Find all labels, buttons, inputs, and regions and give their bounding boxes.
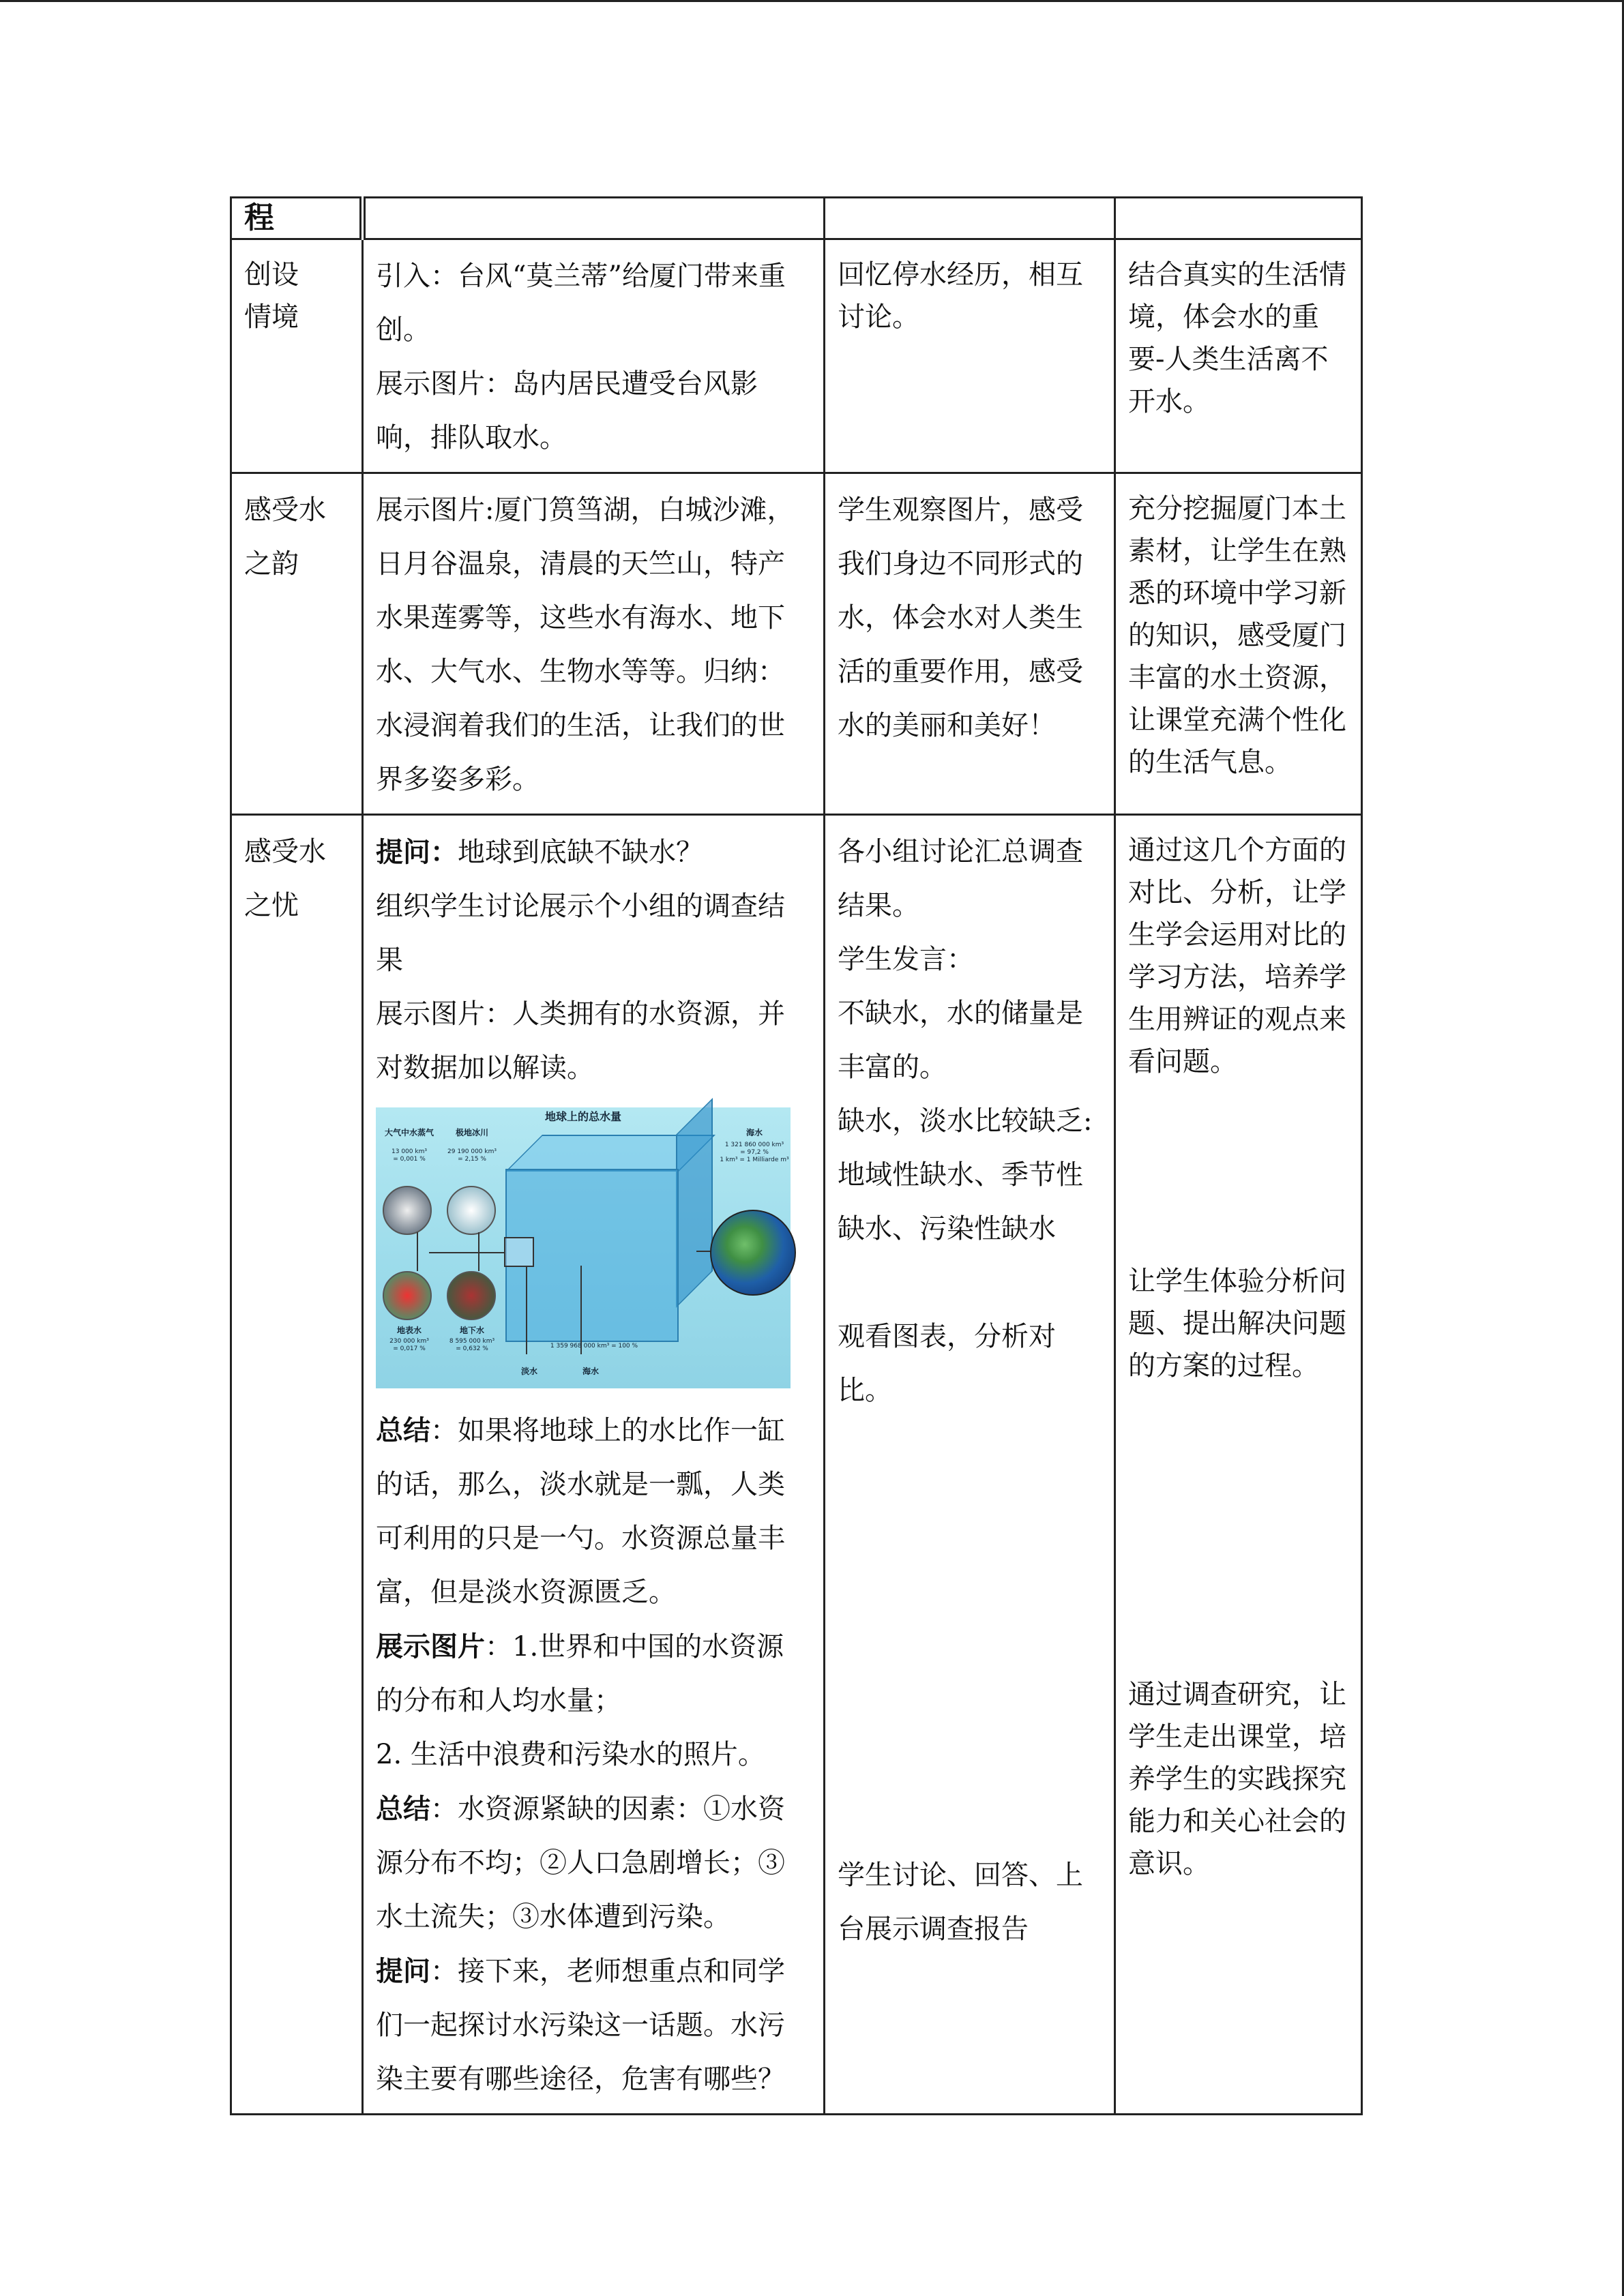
teacher-text: 引入：台风“莫兰蒂”给厦门带来重创。 <box>376 260 786 346</box>
question-1: 提问：地球到底缺不缺水？ <box>376 836 703 868</box>
summary-2: 总结：水资源紧缺的因素：①水资源分布不均；②人口急剧增长；③水土流失；③水体遭到污染。 <box>376 1793 785 1933</box>
show-image-1: 展示图片：人类拥有的水资源，并对数据加以解读。 <box>376 998 785 1084</box>
design-intent-cell <box>1115 815 1362 2115</box>
ocean-label: 海水 <box>745 1128 763 1137</box>
intent-text: 让学生体验分析问题、提出解决问题的方案的过程。 <box>1128 1266 1346 1382</box>
question-2: 提问：接下来，老师想重点和同学们一起探讨水污染这一话题。水污染主要有哪些途径，危害有哪些？ <box>376 1955 785 2095</box>
polar-label: 极地冰川 <box>455 1128 488 1137</box>
figure-title: 地球上的总水量 <box>544 1110 621 1123</box>
teacher-text: 展示图片:厦门筼筜湖，白城沙滩，日月谷温泉，清晨的天竺山，特产水果莲雾等，这些水有海水、地下水、大气水、生物水等等。归纳：水浸润着我们的生活，让我们的世界多姿多彩。 <box>376 494 795 795</box>
table-row <box>231 239 1362 473</box>
organize-text: 组织学生讨论展示个小组的调查结果 <box>376 891 785 976</box>
design-intent-cell <box>1115 473 1362 815</box>
student-text: 缺水，淡水比较缺乏:地域性缺水、季节性缺水、污染性缺水 <box>838 1105 1093 1244</box>
student-text: 不缺水，水的储量是丰富的。 <box>838 998 1083 1083</box>
ground-value: 8 595 000 km³ = 0,632 % <box>449 1338 495 1352</box>
show-image-2-item: 2. 生活中浪费和污染水的照片。 <box>376 1739 765 1770</box>
summary-1: 总结：如果将地球上的水比作一缸的话，那么，淡水就是一瓢，人类可利用的只是一勺。水资源总量丰富，但是淡水资源匮乏。 <box>376 1414 785 1608</box>
fresh-water-cube <box>504 1237 534 1267</box>
fresh-water-label: 淡水 <box>520 1367 537 1376</box>
stage-line: 感受水 <box>244 494 326 526</box>
stage-line: 创设 <box>244 259 299 290</box>
total-value: 1 359 968 000 km³ = 100 % <box>550 1343 638 1350</box>
student-text: 回忆停水经历，相互讨论。 <box>838 259 1083 333</box>
ocean-cube-side <box>676 1098 713 1308</box>
stage-line: 感受水 <box>244 836 326 867</box>
polar-photo <box>447 1186 496 1235</box>
header-stage-cell <box>231 198 363 239</box>
table-row <box>231 815 1362 2115</box>
surface-label: 地表水 <box>396 1326 422 1335</box>
intent-text: 通过调查研究，让学生走出课堂，培养学生的实践探究能力和关心社会的意识。 <box>1128 1679 1346 1879</box>
surface-photo <box>383 1271 432 1320</box>
sea-water-label: 海水 <box>582 1367 599 1376</box>
header-label: 程 <box>244 200 274 235</box>
atmosphere-photo <box>383 1186 432 1235</box>
intent-text: 充分挖掘厦门本土素材，让学生在熟悉的环境中学习新的知识，感受厦门丰富的水土资源，让课堂充满个性化的生活气息。 <box>1128 493 1346 778</box>
lesson-plan-table <box>230 196 1363 2115</box>
globe-image <box>710 1210 796 1296</box>
teacher-text: 展示图片：岛内居民遭受台风影响，排队取水。 <box>376 368 758 453</box>
stage-line: 之忧 <box>244 890 299 921</box>
stage-line: 之韵 <box>244 548 299 580</box>
student-text: 学生讨论、回答、上台展示调查报告 <box>838 1860 1083 1945</box>
intent-text: 通过这几个方面的对比、分析，让学生学会运用对比的学习方法，培养学生用辨证的观点来看问题。 <box>1128 835 1346 1077</box>
student-text: 学生观察图片，感受我们身边不同形式的水，体会水对人类生活的重要作用，感受水的美丽和美好！ <box>838 494 1083 741</box>
polar-value: 29 190 000 km³ = 2,15 % <box>447 1148 497 1163</box>
student-activity-cell <box>825 239 1115 473</box>
ground-photo <box>447 1271 496 1320</box>
atmosphere-value: 13 000 km³ = 0,001 % <box>392 1148 427 1163</box>
ground-label: 地下水 <box>459 1326 484 1335</box>
stage-cell <box>231 239 363 473</box>
student-text: 学生发言： <box>838 944 974 975</box>
design-intent-cell <box>1115 239 1362 473</box>
show-image-2: 展示图片：1.世界和中国的水资源的分布和人均水量； <box>376 1630 784 1716</box>
table-header-row <box>231 198 1362 239</box>
page-top-border <box>0 0 1624 2</box>
table-row <box>231 473 1362 815</box>
student-activity-cell <box>825 473 1115 815</box>
stage-cell <box>231 815 363 2115</box>
header-teacher-cell <box>363 198 825 239</box>
intent-text: 结合真实的生活情境，体会水的重要-人类生活离不开水。 <box>1128 259 1346 417</box>
stage-line: 情境 <box>244 301 299 333</box>
student-text: 各小组讨论汇总调查结果。 <box>838 836 1083 921</box>
header-intent-cell <box>1115 198 1362 239</box>
water-distribution-figure <box>376 1107 791 1388</box>
teacher-activity-cell <box>363 815 825 2115</box>
stage-cell <box>231 473 363 815</box>
teacher-activity-cell <box>363 473 825 815</box>
student-text: 观看图表，分析对比。 <box>838 1321 1056 1406</box>
student-activity-cell <box>825 815 1115 2115</box>
teacher-activity-cell <box>363 239 825 473</box>
surface-value: 230 000 km³ = 0,017 % <box>389 1338 429 1352</box>
header-student-cell <box>825 198 1115 239</box>
ocean-value: 1 321 860 000 km³ = 97,2 % 1 km³ = 1 Milliarde m³ <box>720 1142 789 1163</box>
atmosphere-label: 大气中水蒸气 <box>384 1128 434 1137</box>
